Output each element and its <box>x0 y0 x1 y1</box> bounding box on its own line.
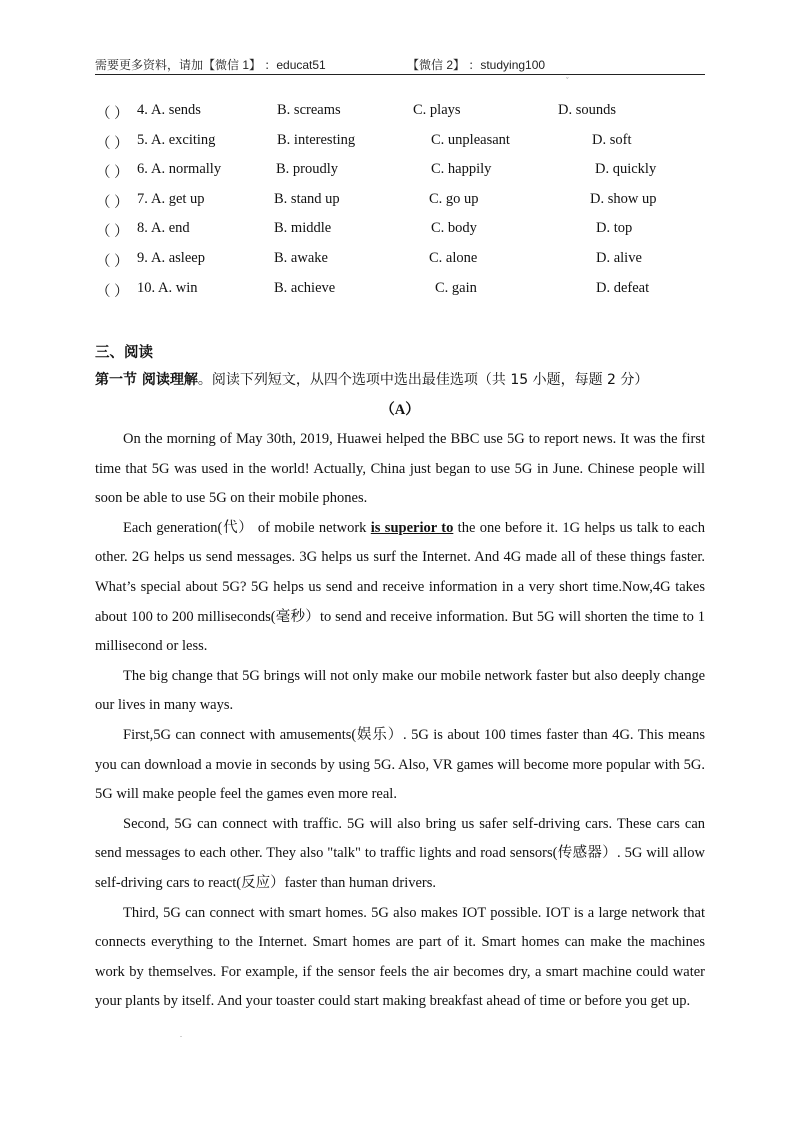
option-a: A. win <box>158 280 198 296</box>
option-a: A. asleep <box>151 250 205 266</box>
option-b: B. interesting <box>277 132 356 148</box>
answer-blank: （ ） <box>96 165 129 181</box>
question-number: 8. <box>137 220 148 236</box>
question-number: 5. <box>137 132 148 148</box>
header-contact-left: 需要更多资料，请加【微信 1】 ：educat51 <box>95 58 326 72</box>
paragraph: On the morning of May 30th, 2019, Huawei helped the BBC use 5G to report news. It was the first time that 5G was used in the world! Actually, China just began to use 5G in June. Chinese people will soon be able to use 5G on their mobile phones. <box>95 431 705 507</box>
header-contact-right: 【微信 2】 ：studying100 <box>407 58 546 72</box>
option-c: C. body <box>431 220 477 236</box>
option-a: A. normally <box>151 161 222 177</box>
question-number: 9. <box>137 250 148 266</box>
paragraph: The big change that 5G brings will not only make our mobile network faster but also deeply change our lives in many ways. <box>95 667 705 714</box>
option-b: B. screams <box>277 102 341 118</box>
option-a: A. end <box>151 220 190 236</box>
option-b: B. middle <box>274 220 332 236</box>
question-number: 7. <box>137 191 148 207</box>
option-d: D. soft <box>592 132 632 148</box>
paragraph: First,5G can connect with amusements(娱乐）. 5G is about 100 times faster than 4G. This means you can download a movie in seconds by using 5G. Also, VR games will become more popular with 5G. 5G will make people feel the games even more real. <box>95 726 705 803</box>
passage-title: （A） <box>380 402 420 418</box>
section-title: 三、阅读 <box>95 345 153 361</box>
option-d: D. defeat <box>596 280 650 296</box>
question-number: 4. <box>137 102 148 118</box>
paragraph-text: the one before it. 1G helps us talk to each other. 2G helps us send messages. 3G helps us surf the Internet. And 4G made all of these things faster. What’s special about 5G? 5G helps us send and receive information in a very short time.Now,4G takes about 100 to 200 milliseconds(毫秒）to send and receive information. But 5G will shorten the time to 1 millisecond or less. <box>95 519 705 655</box>
option-b: B. achieve <box>274 280 336 296</box>
paragraph: Second, 5G can connect with traffic. 5G will also bring us safer self-driving cars. These cars can send messages to each other. They also "talk" to traffic lights and road sensors(传感器）. 5G will allow self-driving cars to react(反应）faster than human drivers. <box>95 815 705 891</box>
paragraph-text: Each generation(代） of mobile network <box>123 519 371 536</box>
option-b: B. proudly <box>276 161 339 177</box>
stray-dot: ˇ <box>566 76 569 85</box>
answer-blank: （ ） <box>96 254 129 270</box>
section-instruction <box>95 369 648 389</box>
answer-blank: （ ） <box>96 136 129 152</box>
underlined-phrase: is superior to <box>370 519 454 536</box>
answer-blank: （ ） <box>96 106 129 122</box>
answer-blank: （ ） <box>96 284 129 300</box>
instruction-text: 。阅读下列短文，从四个选项中选出最佳选项（共 15 小题，每题 2 分） <box>197 372 649 388</box>
question-number: 6. <box>137 161 148 177</box>
option-a: A. get up <box>151 191 205 207</box>
paragraph <box>95 514 705 662</box>
option-d: D. top <box>596 220 633 236</box>
header-divider <box>95 74 705 75</box>
answer-blank: （ ） <box>96 224 129 240</box>
reading-passage <box>95 425 705 1017</box>
part-label: 第一节 阅读理解 <box>95 372 198 388</box>
option-a: A. sends <box>151 102 201 118</box>
option-d: D. sounds <box>558 102 617 118</box>
option-c: C. gain <box>435 280 477 296</box>
stray-dot: . <box>180 1030 182 1039</box>
option-c: C. go up <box>429 191 479 207</box>
answer-blank: （ ） <box>96 195 129 211</box>
option-c: C. unpleasant <box>431 132 510 148</box>
option-a: A. exciting <box>151 132 216 148</box>
option-c: C. plays <box>413 102 461 118</box>
option-d: D. show up <box>590 191 657 207</box>
option-d: D. quickly <box>595 161 657 177</box>
option-b: B. stand up <box>274 191 340 207</box>
option-b: B. awake <box>274 250 328 266</box>
option-d: D. alive <box>596 250 642 266</box>
question-number: 10. <box>137 280 156 296</box>
option-c: C. happily <box>431 161 492 177</box>
option-c: C. alone <box>429 250 478 266</box>
paragraph: Third, 5G can connect with smart homes. 5G also makes IOT possible. IOT is a large network that connects everything to the Internet. Smart homes are part of it. Smart homes can make the machines work by themselves. For example, if the sensor feels the air becomes dry, a smart machine could water your plants by itself. And your toaster could start making breakfast ahead of time or before you get up. <box>95 904 705 1010</box>
page-header <box>95 56 705 74</box>
